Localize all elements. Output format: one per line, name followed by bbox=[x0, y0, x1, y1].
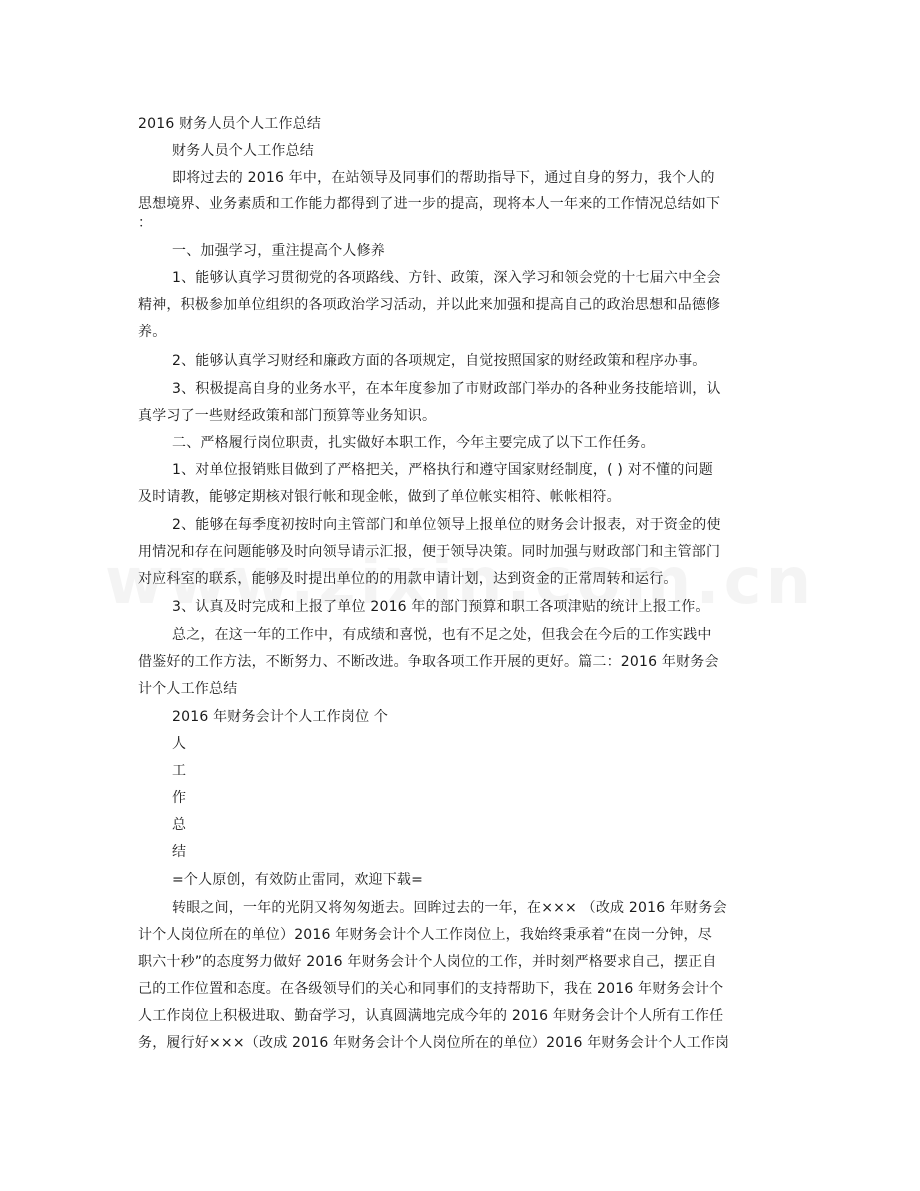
text-line: 借鉴好的工作方法，不断努力、不断改进。争取各项工作开展的更好。篇二：2016 年财务会 bbox=[138, 654, 719, 670]
section-heading: 二、严格履行岗位职责，扎实做好本职工作，今年主要完成了以下工作任务。 bbox=[172, 435, 655, 451]
text-line: 总 bbox=[172, 817, 187, 833]
doc-subtitle: 财务人员个人工作总结 bbox=[172, 143, 314, 159]
text-line: ： bbox=[138, 215, 153, 231]
text-line: 对应科室的联系，能够及时提出单位的的用款申请计划，达到资金的正常周转和运行。 bbox=[138, 571, 678, 587]
text-line: 3、积极提高自身的业务水平，在本年度参加了市财政部门举办的各种业务技能培训，认 bbox=[172, 381, 721, 397]
text-line: 计个人工作总结 bbox=[138, 681, 238, 697]
text-line: 精神，积极参加单位组织的各项政治学习活动，并以此来加强和提高自己的政治思想和品德修 bbox=[138, 297, 721, 313]
text-line: 人 bbox=[172, 736, 187, 752]
text-line: 计个人岗位所在的单位）2016 年财务会计个人工作岗位上，我始终秉承着“在岗一分钟，尽 bbox=[138, 927, 712, 943]
text-line: 己的工作位置和态度。在各级领导们的关心和同事们的支持帮助下，我在 2016 年财务会计个 bbox=[138, 981, 724, 997]
text-line: =个人原创，有效防止雷同，欢迎下载= bbox=[172, 872, 424, 888]
doc-title: 2016 财务人员个人工作总结 bbox=[138, 116, 322, 132]
text-line: 养。 bbox=[138, 324, 167, 340]
text-line: 用情况和存在问题能够及时向领导请示汇报，便于领导决策。同时加强与财政部门和主管部门 bbox=[138, 544, 721, 560]
text-line: 思想境界、业务素质和工作能力都得到了进一步的提高，现将本人一年来的工作情况总结如下 bbox=[138, 196, 721, 212]
text-line: 作 bbox=[172, 790, 187, 806]
text-line: 即将过去的 2016 年中，在站领导及同事们的帮助指导下，通过自身的努力，我个人的 bbox=[172, 170, 715, 186]
text-line: 2、能够认真学习财经和廉政方面的各项规定，自觉按照国家的财经政策和程序办事。 bbox=[172, 353, 707, 369]
text-line: 务，履行好×××（改成 2016 年财务会计个人岗位所在的单位）2016 年财务会计个人工作岗 bbox=[138, 1035, 730, 1051]
text-line: 职六十秒”的态度努力做好 2016 年财务会计个人岗位的工作，并时刻严格要求自己，摆正自 bbox=[138, 954, 717, 970]
text-line: 结 bbox=[172, 844, 187, 860]
text-line: 总之，在这一年的工作中，有成绩和喜悦，也有不足之处，但我会在今后的工作实践中 bbox=[172, 627, 712, 643]
text-line: 3、认真及时完成和上报了单位 2016 年的部门预算和职工各项津贴的统计上报工作。 bbox=[172, 599, 710, 615]
text-line: 及时请教，能够定期核对银行帐和现金帐，做到了单位帐实相符、帐帐相符。 bbox=[138, 489, 621, 505]
text-line: 转眼之间，一年的光阴又将匆匆逝去。回眸过去的一年，在××× （改成 2016 年财务会 bbox=[172, 900, 727, 916]
text-line: 1、对单位报销账目做到了严格把关，严格执行和遵守国家财经制度，( ) 对不懂的问题 bbox=[172, 462, 713, 478]
text-line: 真学习了一些财经政策和部门预算等业务知识。 bbox=[138, 408, 437, 424]
text-line: 2016 年财务会计个人工作岗位 个 bbox=[172, 709, 389, 725]
text-line: 人工作岗位上积极进取、勤奋学习，认真圆满地完成今年的 2016 年财务会计个人所有工作任 bbox=[138, 1008, 724, 1024]
text-line: 工 bbox=[172, 763, 187, 779]
section-heading: 一、加强学习，重注提高个人修养 bbox=[172, 243, 385, 259]
text-line: 2、能够在每季度初按时向主管部门和单位领导上报单位的财务会计报表，对于资金的使 bbox=[172, 517, 721, 533]
text-line: 1、能够认真学习贯彻党的各项路线、方针、政策，深入学习和领会党的十七届六中全会 bbox=[172, 270, 721, 286]
